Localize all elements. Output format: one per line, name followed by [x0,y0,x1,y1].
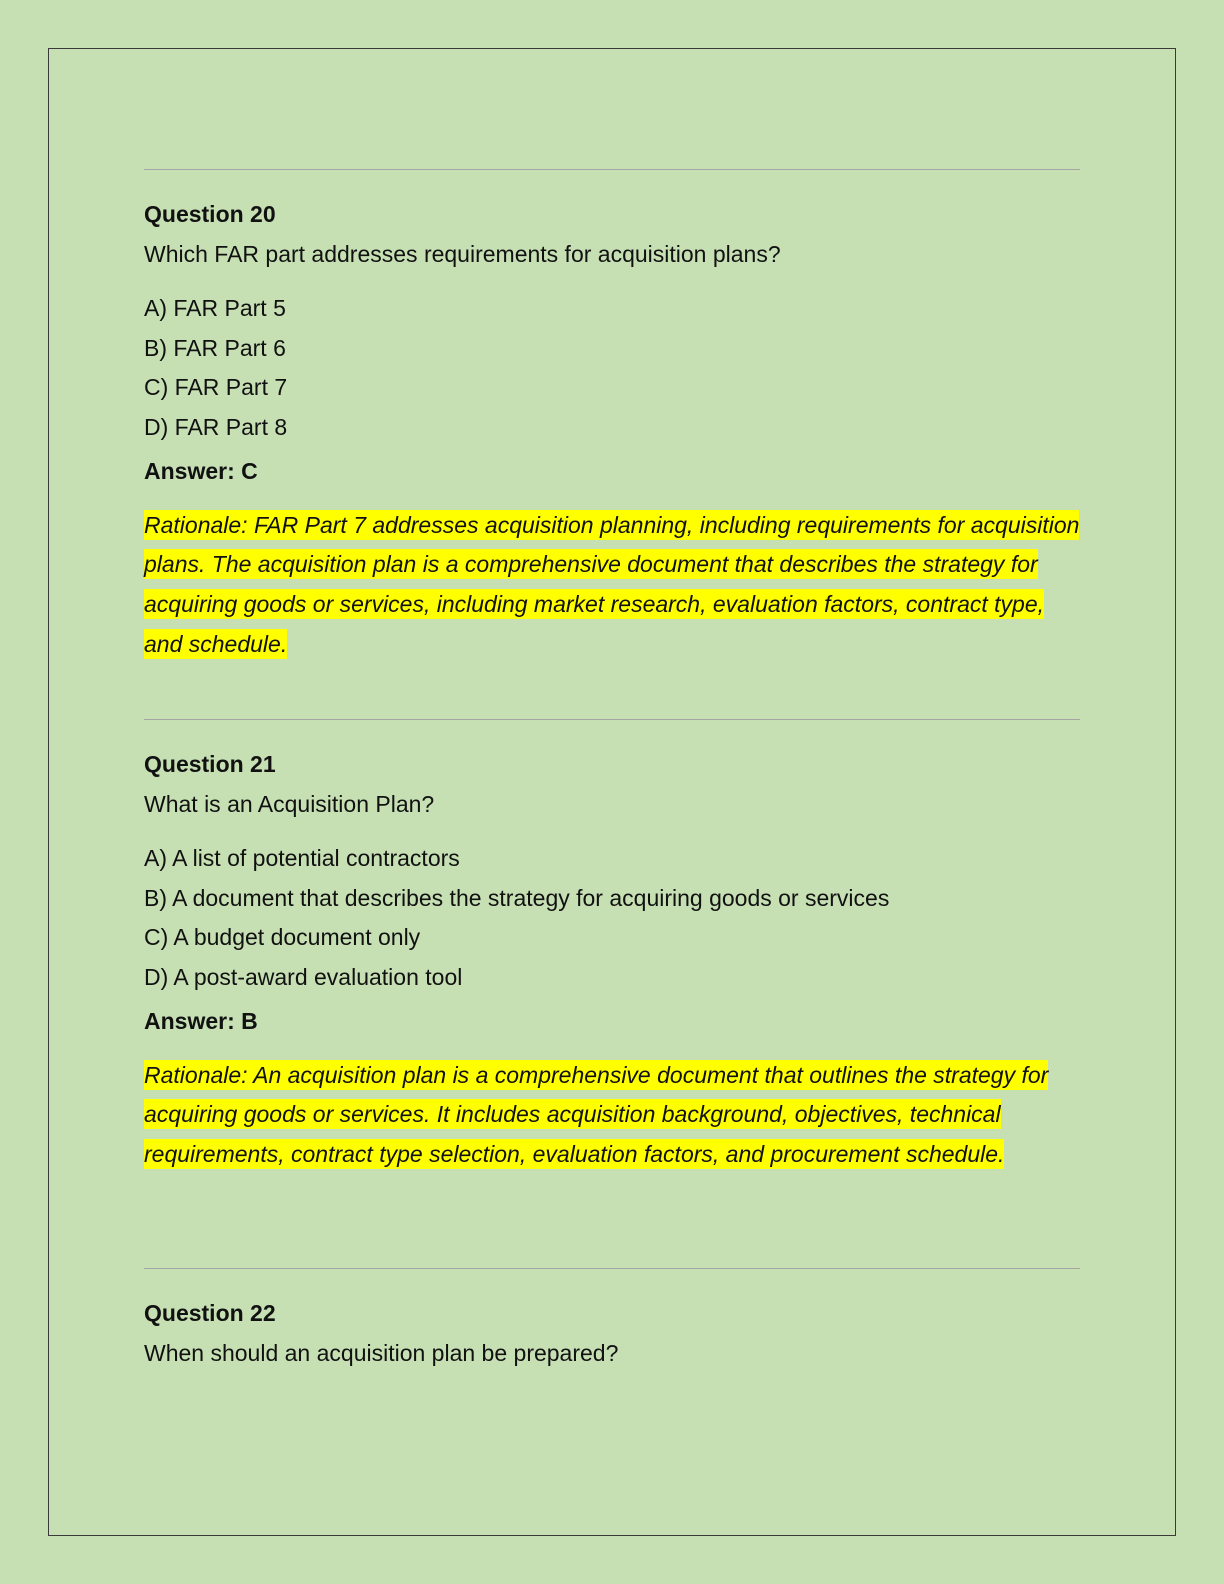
option-d: D) A post-award evaluation tool [144,963,463,990]
option-b: B) A document that describes the strategy for acquiring goods or services [144,884,890,911]
rationale-highlight: Rationale: FAR Part 7 addresses acquisition planning, including requirements for acquisition plans. The acquisition plan is a comprehensive document that describes the strategy for acquiring goods or services, including market research, evaluation factors, contract type, and schedule. [144,511,1080,657]
option-a: A) A list of potential contractors [144,845,460,871]
question-text: When should an acquisition plan be prepared? [144,1340,619,1366]
option-a: A) FAR Part 5 [144,295,286,321]
answer-options [144,293,1080,442]
section-divider [144,1268,1080,1269]
option-c: C) A budget document only [144,924,421,950]
option-d: D) FAR Part 8 [144,413,288,440]
rationale-highlight: Rationale: An acquisition plan is a comprehensive document that outlines the strategy for acquiring goods or services. It includes acquisition background, objectives, technical requirements, contract type selection, evaluation factors, and procurement schedule. [144,1061,1049,1167]
answer-options [144,843,1080,992]
question-block-21 [144,749,1080,1175]
answer-label: Answer: C [144,457,258,484]
section-divider [144,719,1080,720]
question-text: What is an Acquisition Plan? [144,791,435,817]
option-c: C) FAR Part 7 [144,374,288,400]
question-text: Which FAR part addresses requirements for acquisition plans? [144,241,781,267]
question-title: Question 22 [144,1300,276,1326]
question-block-22 [144,1298,1080,1368]
rationale-text [144,1056,1080,1175]
rationale-text [144,506,1080,665]
question-title: Question 20 [144,201,276,227]
section-divider [144,169,1080,170]
question-block-20 [144,199,1080,664]
question-title: Question 21 [144,751,276,777]
option-b: B) FAR Part 6 [144,334,286,361]
answer-label: Answer: B [144,1007,258,1034]
